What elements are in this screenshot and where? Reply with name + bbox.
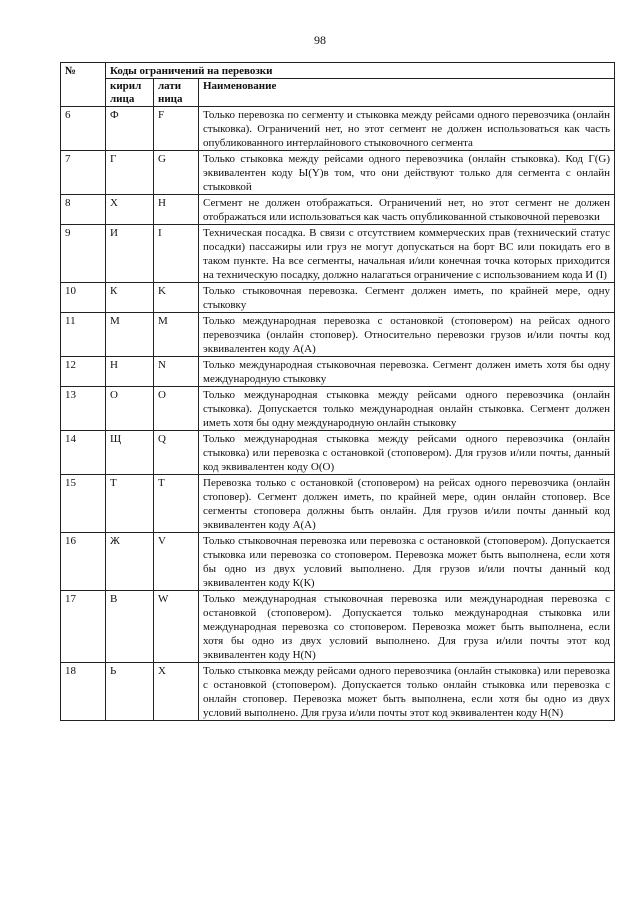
code-cyrillic: Н: [106, 357, 154, 387]
code-cyrillic: К: [106, 283, 154, 313]
code-latin: V: [154, 533, 199, 591]
row-number: 13: [61, 387, 106, 431]
code-description: Только стыковочная перевозка. Сегмент должен иметь, по крайней мере, одну стыковку: [199, 283, 615, 313]
table-row: [61, 283, 615, 313]
code-latin: F: [154, 107, 199, 151]
table-row: [61, 313, 615, 357]
code-description: Только перевозка по сегменту и стыковка между рейсами одного перевозчика (онлайн стыковка). Ограничений нет, но этот сегмент не должен использоваться как часть опубликованного интерлайнового стыковочного сегмента: [199, 107, 615, 151]
header-cyrillic: кирил лица: [106, 79, 154, 107]
table-row: [61, 663, 615, 721]
row-number: 7: [61, 151, 106, 195]
code-latin: M: [154, 313, 199, 357]
page-number: 98: [314, 33, 326, 47]
header-latin: лати ница: [154, 79, 199, 107]
code-latin: K: [154, 283, 199, 313]
code-description: Только стыковочная перевозка или перевозка с остановкой (стоповером). Допускается стыковка или перевозка со стоповером. Перевозка может быть выполнена, если хотя бы одно из двух условий выполнено. Для грузов и/или почты данный код эквивалентен коду К(К): [199, 533, 615, 591]
table-row: [61, 195, 615, 225]
row-number: 12: [61, 357, 106, 387]
table-row: [61, 225, 615, 283]
table-row: [61, 431, 615, 475]
row-number: 6: [61, 107, 106, 151]
table-row: [61, 151, 615, 195]
row-number: 17: [61, 591, 106, 663]
code-description: Только стыковка между рейсами одного перевозчика (онлайн стыковка) или перевозка с остановкой (стоповером). Допускается только онлайн стыковка или перевозка с онлайн стоповер. Перевозка может быть выполнена, если хотя бы одно из двух условий выполнено. Для груза и/или почты этот код эквивалентен коду Н(N): [199, 663, 615, 721]
restriction-codes-table: [60, 62, 615, 721]
code-description: Техническая посадка. В связи с отсутствием коммерческих прав (технический статус посадки) пассажиры или груз не могут допускаться на борт ВС или покидать его в таком пункте. На все сегменты, начальная и/или конечная точка которых приходится на техническую посадку, должно налагаться ограничение с использованием кода И (I): [199, 225, 615, 283]
table-row: [61, 387, 615, 431]
code-latin: T: [154, 475, 199, 533]
code-latin: O: [154, 387, 199, 431]
code-cyrillic: Г: [106, 151, 154, 195]
header-name: Наименование: [199, 79, 615, 107]
row-number: 14: [61, 431, 106, 475]
table-row: [61, 591, 615, 663]
code-description: Только стыковка между рейсами одного перевозчика (онлайн стыковка). Код Г(G) эквивалентен коду Ы(Y)в том, что они действуют только для сегмента с онлайн стыковкой: [199, 151, 615, 195]
code-cyrillic: Ф: [106, 107, 154, 151]
code-latin: H: [154, 195, 199, 225]
row-number: 16: [61, 533, 106, 591]
code-latin: N: [154, 357, 199, 387]
table-row: [61, 533, 615, 591]
code-description: Сегмент не должен отображаться. Ограничений нет, но этот сегмент не должен отображаться или использоваться как часть опубликованной стыковочной перевозки: [199, 195, 615, 225]
code-description: Только международная перевозка с остановкой (стоповером) на рейсах одного перевозчика (онлайн стоповер). Относительно перевозки грузов и/или почты код эквивалентен коду А(А): [199, 313, 615, 357]
row-number: 8: [61, 195, 106, 225]
code-latin: Q: [154, 431, 199, 475]
code-latin: G: [154, 151, 199, 195]
code-cyrillic: Ж: [106, 533, 154, 591]
row-number: 11: [61, 313, 106, 357]
header-number: №: [61, 63, 106, 107]
row-number: 18: [61, 663, 106, 721]
code-cyrillic: Х: [106, 195, 154, 225]
code-cyrillic: О: [106, 387, 154, 431]
code-description: Только международная стыковка между рейсами одного перевозчика (онлайн стыковка) или перевозка с остановкой (стоповером). Для грузов и/или почты, данный код эквивалентен коду О(О): [199, 431, 615, 475]
table-row: [61, 475, 615, 533]
row-number: 10: [61, 283, 106, 313]
code-latin: W: [154, 591, 199, 663]
code-cyrillic: М: [106, 313, 154, 357]
code-latin: X: [154, 663, 199, 721]
code-cyrillic: И: [106, 225, 154, 283]
code-cyrillic: В: [106, 591, 154, 663]
code-description: Только международная стыковочная перевозка. Сегмент должен иметь хотя бы одну международную стыковку: [199, 357, 615, 387]
code-latin: I: [154, 225, 199, 283]
code-description: Перевозка только с остановкой (стоповером) на рейсах одного перевозчика (онлайн стоповер). Сегмент должен иметь, по крайней мере, один онлайн стоповер. Все сегменты стоповера должны быть онлайн. Для грузов и/или почты данный код эквивалентен коду А(А): [199, 475, 615, 533]
code-cyrillic: Щ: [106, 431, 154, 475]
header-group-title: Коды ограничений на перевозки: [106, 63, 615, 79]
table-row: [61, 357, 615, 387]
code-cyrillic: Т: [106, 475, 154, 533]
row-number: 9: [61, 225, 106, 283]
table-row: [61, 107, 615, 151]
row-number: 15: [61, 475, 106, 533]
code-cyrillic: Ь: [106, 663, 154, 721]
table-header: [61, 63, 615, 107]
code-description: Только международная стыковка между рейсами одного перевозчика (онлайн стыковка). Допускается только международная онлайн стыковка. Сегмент должен иметь хотя бы одну международную онлайн стыковку: [199, 387, 615, 431]
table-body: [61, 107, 615, 721]
code-description: Только международная стыковочная перевозка или международная перевозка с остановкой (стоповером). Допускается только международная стыковка или международная перевозка со стоповером. Перевозка может быть выполнена, если хотя бы одно из двух условий выполнено. Для груза и/или почты этот код эквивалентен коду Н(N): [199, 591, 615, 663]
